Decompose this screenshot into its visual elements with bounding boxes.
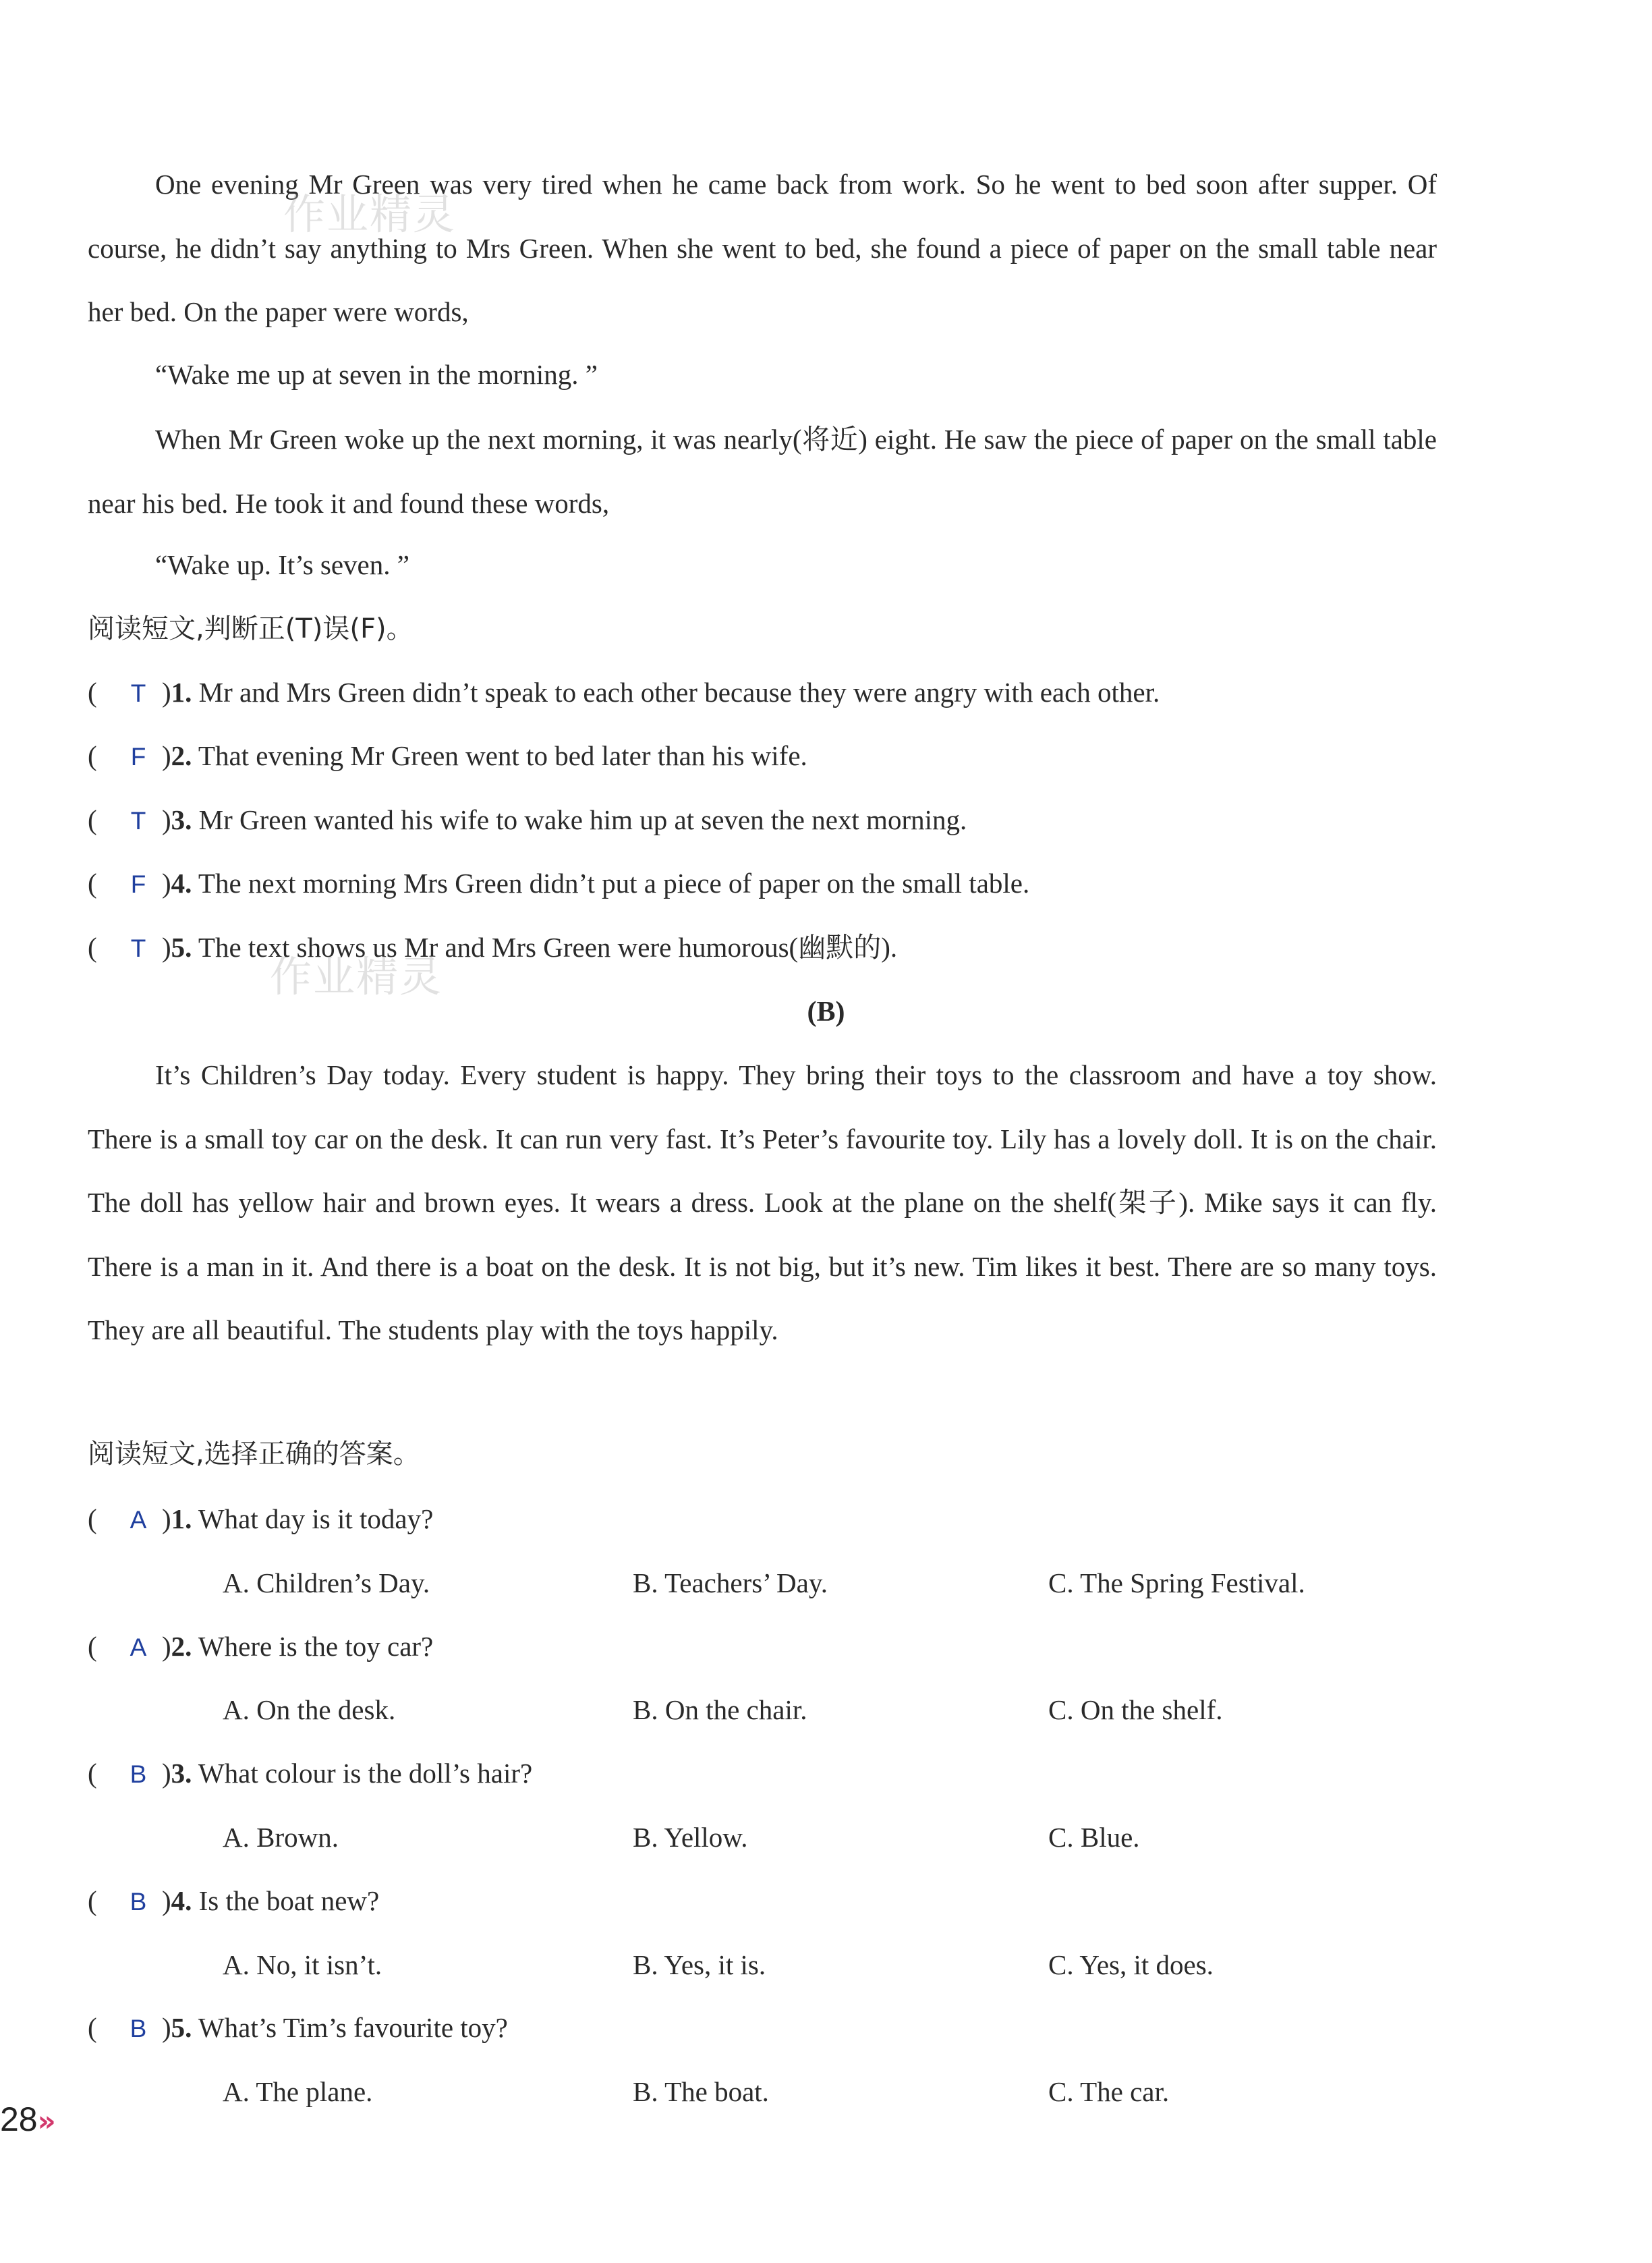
mc-answer-5: B [130, 2015, 147, 2042]
mc-option-2a: A. On the desk. [223, 1694, 396, 1725]
tf-item-1: ( T )1. Mr and Mrs Green didn’t speak to each other because they were angry with each other. [88, 675, 1160, 710]
passage-a-paragraph-1: One evening Mr Green was very tired when he came back from work. So he went to bed soon after supper. Of course, he didn’t say anything to Mrs Green. When she went to bed, she found a piece of paper on the small table near her bed. On the paper were words, [88, 169, 1437, 327]
section-b-heading: (B) [807, 997, 845, 1028]
tf-answer-2: F [130, 743, 146, 771]
task-b-instruction: 阅读短文,选择正确的答案。 [88, 1438, 420, 1470]
tf-item-5: ( T )5. The text shows us Mr and Mrs Green were humorous(幽默的). [88, 930, 897, 966]
mc-option-2b: B. On the chair. [633, 1694, 807, 1725]
tf-item-4: ( F )4. The next morning Mrs Green didn’t put a piece of paper on the small table. [88, 866, 1029, 901]
page-number: 28» [0, 2100, 56, 2138]
mc-option-3a: A. Brown. [223, 1822, 339, 1853]
passage-a-quote-2: “Wake up. It’s seven. ” [155, 549, 409, 580]
tf-text-3: Mr Green wanted his wife to wake him up at seven the next morning. [198, 804, 967, 835]
mc-option-4c: C. Yes, it does. [1048, 1949, 1214, 1980]
mc-question-5: ( B )5. What’s Tim’s favourite toy? [88, 2011, 508, 2046]
mc-option-1c: C. The Spring Festival. [1048, 1567, 1305, 1598]
passage-b-paragraph: It’s Children’s Day today. Every student is happy. They bring their toys to the classroom and have a toy show. There is a small toy car on the desk. It can run very fast. It’s Peter’s favourite toy. Lily has a lovely doll. It is on the chair. The doll has yellow hair and brown eyes. It wears a dress. Look at the plane on the shelf(架子). Mike says it can fly. There is a man in it. And there is a boat on the desk. It is not big, but it’s new. Tim likes it best. There are so many toys. They are all beautiful. The students play with the toys happily. [88, 1059, 1437, 1345]
tf-answer-1: T [130, 679, 146, 707]
mc-option-5c: C. The car. [1048, 2076, 1170, 2107]
mc-option-1b: B. Teachers’ Day. [633, 1567, 828, 1598]
chevron-right-icon: » [37, 2104, 56, 2138]
mc-option-5b: B. The boat. [633, 2076, 769, 2107]
mc-option-4a: A. No, it isn’t. [223, 1949, 382, 1980]
passage-a-paragraph-2: When Mr Green woke up the next morning, it was nearly(将近) eight. He saw the piece of paper on the small table near his bed. He took it and found these words, [88, 424, 1437, 519]
mc-option-1a: A. Children’s Day. [223, 1567, 430, 1598]
tf-text-2: That evening Mr Green went to bed later than his wife. [198, 740, 807, 771]
task-a-instruction: 阅读短文,判断正(T)误(F)。 [88, 613, 414, 644]
mc-question-3: ( B )3. What colour is the doll’s hair? [88, 1756, 532, 1791]
mc-answer-3: B [130, 1760, 147, 1788]
tf-item-2: ( F )2. That evening Mr Green went to bed later than his wife. [88, 739, 807, 774]
tf-answer-4: F [130, 870, 146, 898]
mc-option-3b: B. Yellow. [633, 1822, 748, 1853]
mc-question-4: ( B )4. Is the boat new? [88, 1884, 379, 1919]
tf-item-3: ( T )3. Mr Green wanted his wife to wake him up at seven the next morning. [88, 803, 967, 838]
mc-option-2c: C. On the shelf. [1048, 1694, 1223, 1725]
mc-answer-2: A [130, 1633, 147, 1661]
mc-answer-1: A [130, 1506, 147, 1534]
mc-option-4b: B. Yes, it is. [633, 1949, 766, 1980]
passage-a-quote-1: “Wake me up at seven in the morning. ” [155, 359, 598, 390]
tf-answer-3: T [130, 807, 146, 835]
watermark-middle: 作业精灵 [270, 952, 443, 1001]
mc-answer-4: B [130, 1888, 147, 1916]
mc-option-5a: A. The plane. [223, 2076, 373, 2107]
mc-question-1: ( A )1. What day is it today? [88, 1502, 433, 1537]
mc-option-3c: C. Blue. [1048, 1822, 1140, 1853]
tf-text-1: Mr and Mrs Green didn’t speak to each other because they were angry with each other. [198, 677, 1160, 708]
tf-text-5: The text shows us Mr and Mrs Green were humorous(幽默的). [198, 932, 898, 963]
watermark-top: 作业精灵 [283, 190, 457, 239]
tf-answer-5: T [130, 934, 146, 962]
tf-text-4: The next morning Mrs Green didn’t put a piece of paper on the small table. [198, 868, 1030, 899]
mc-question-2: ( A )2. Where is the toy car? [88, 1629, 433, 1665]
